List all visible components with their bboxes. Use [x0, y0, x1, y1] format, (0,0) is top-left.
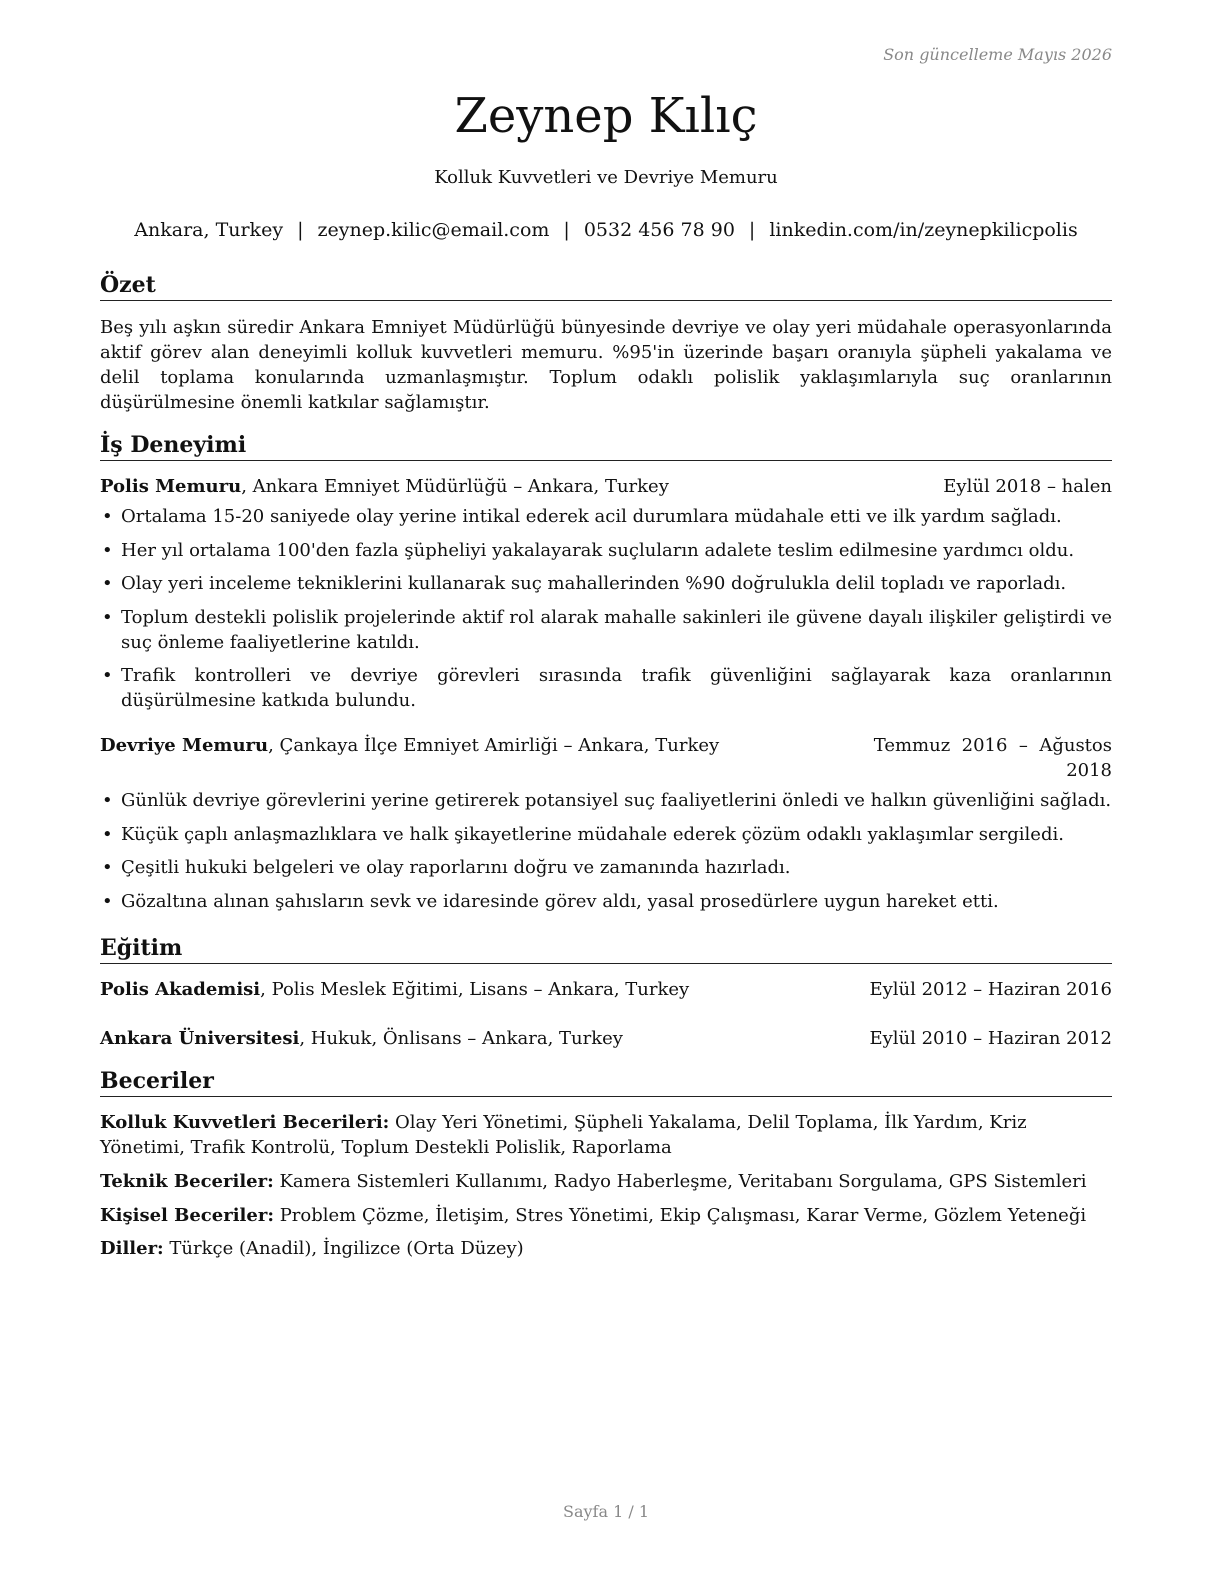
- education-heading: Eğitim: [100, 934, 1112, 964]
- education-detail: , Hukuk, Önlisans – Ankara, Turkey: [299, 1028, 623, 1049]
- skill-label: Kolluk Kuvvetleri Becerileri:: [100, 1112, 390, 1133]
- summary-text: Beş yılı aşkın süredir Ankara Emniyet Müdürlüğü bünyesinde devriye ve olay yeri müdahale operasyonlarında aktif görev alan deneyimli kolluk kuvvetleri memuru. %95'in üzerinde başarı oranıyla şüpheli yakalama ve delil toplama konularında uzmanlaşmıştır. Toplum odaklı polislik yaklaşımlarıyla suç oranlarının düşürülmesine önemli katkılar sağlamıştır.: [100, 317, 1112, 413]
- contact-phone: 0532 456 78 90: [583, 219, 735, 241]
- list-item: • Olay yeri inceleme tekniklerini kullanarak suç mahallerinden %90 doğrulukla delil topladı ve raporladı.: [100, 571, 1112, 596]
- contact-line: [100, 219, 1112, 241]
- list-item: • Çeşitli hukuki belgeleri ve olay raporlarını doğru ve zamanında hazırladı.: [100, 855, 1112, 880]
- summary-heading: Özet: [100, 271, 1112, 301]
- list-item: • Her yıl ortalama 100'den fazla şüpheliyi yakalayarak suçluların adalete teslim edilmesine yardımcı oldu.: [100, 538, 1112, 563]
- job-dates-line1: Temmuz 2016 – Ağustos: [873, 735, 1112, 756]
- skill-label: Kişisel Beceriler:: [100, 1205, 274, 1226]
- skill-row: [100, 1110, 1112, 1160]
- job-title: Kolluk Kuvvetleri ve Devriye Memuru: [434, 167, 778, 188]
- job-bullets: [100, 788, 1112, 922]
- job-org: , Çankaya İlçe Emniyet Amirliği – Ankara, Turkey: [268, 735, 720, 756]
- skill-row: [100, 1203, 1112, 1228]
- list-item: • Küçük çaplı anlaşmazlıklara ve halk şikayetlerine müdahale ederek çözüm odaklı yaklaşımlar sergiledi.: [100, 822, 1112, 847]
- skill-label: Diller:: [100, 1238, 164, 1259]
- education-item: [100, 1026, 1112, 1051]
- skill-value: Türkçe (Anadil), İngilizce (Orta Düzey): [163, 1238, 524, 1259]
- skill-value: Olay Yeri Yönetimi, Şüpheli Yakalama, Delil Toplama, İlk Yardım, Kriz Yönetimi, Trafik Kontrolü, Toplum Destekli Polislik, Raporlama: [100, 1112, 1027, 1158]
- education-school: Polis Akademisi: [100, 979, 261, 1000]
- contact-email[interactable]: zeynep.kilic@email.com: [317, 219, 550, 241]
- skill-value: Problem Çözme, İletişim, Stres Yönetimi, Ekip Çalışması, Karar Verme, Gözlem Yeteneği: [273, 1205, 1087, 1226]
- education-detail: , Polis Meslek Eğitimi, Lisans – Ankara, Turkey: [260, 979, 690, 1000]
- job-org: , Ankara Emniyet Müdürlüğü – Ankara, Turkey: [241, 476, 669, 497]
- page-number: Sayfa 1 / 1: [562, 1502, 649, 1521]
- job-role: Polis Memuru: [100, 476, 242, 497]
- education-school: Ankara Üniversitesi: [100, 1028, 300, 1049]
- list-item: • Ortalama 15-20 saniyede olay yerine intikal ederek acil durumlara müdahale etti ve ilk yardım sağladı.: [100, 504, 1112, 529]
- experience-heading: İş Deneyimi: [100, 431, 1112, 461]
- skill-label: Teknik Beceriler:: [100, 1171, 274, 1192]
- last-updated: Son güncelleme Mayıs 2026: [883, 45, 1112, 64]
- resume-page: [100, 0, 1112, 1584]
- job-header: [100, 733, 1112, 781]
- job-header: [100, 474, 1112, 499]
- contact-separator: |: [297, 219, 304, 241]
- list-item: • Günlük devriye görevlerini yerine getirerek potansiyel suç faaliyetlerini önledi ve halkın güvenliğini sağladı.: [100, 788, 1112, 813]
- skill-row: [100, 1236, 1112, 1261]
- contact-separator: |: [563, 219, 570, 241]
- job-bullets: [100, 504, 1112, 722]
- list-item: • Trafik kontrolleri ve devriye görevleri sırasında trafik güvenliğini sağlayarak kaza oranlarının düşürülmesine katkıda bulundu.: [100, 663, 1112, 713]
- skill-row: [100, 1169, 1112, 1194]
- skill-value: Kamera Sistemleri Kullanımı, Radyo Haberleşme, Veritabanı Sorgulama, GPS Sistemleri: [273, 1171, 1087, 1192]
- contact-location: Ankara, Turkey: [134, 219, 284, 241]
- list-item: • Toplum destekli polislik projelerinde aktif rol alarak mahalle sakinleri ile güvene dayalı ilişkiler geliştirdi ve suç önleme faaliyetlerine katıldı.: [100, 605, 1112, 655]
- contact-separator: |: [748, 219, 756, 241]
- education-dates: Eylül 2010 – Haziran 2012: [869, 1028, 1112, 1049]
- job-dates: [874, 733, 1112, 783]
- job-dates-line2: 2018: [1066, 760, 1112, 781]
- job-dates: Eylül 2018 – halen: [943, 476, 1112, 497]
- job-role: Devriye Memuru: [100, 735, 269, 756]
- list-item: • Gözaltına alınan şahısların sevk ve idaresinde görev aldı, yasal prosedürlere uygun hareket etti.: [100, 889, 1112, 914]
- education-dates: Eylül 2012 – Haziran 2016: [869, 979, 1112, 1000]
- candidate-name: Zeynep Kılıç: [454, 88, 758, 144]
- skills-heading: Beceriler: [100, 1067, 1112, 1097]
- education-item: [100, 977, 1112, 1002]
- contact-linkedin[interactable]: linkedin.com/in/zeynepkilicpolis: [769, 219, 1078, 241]
